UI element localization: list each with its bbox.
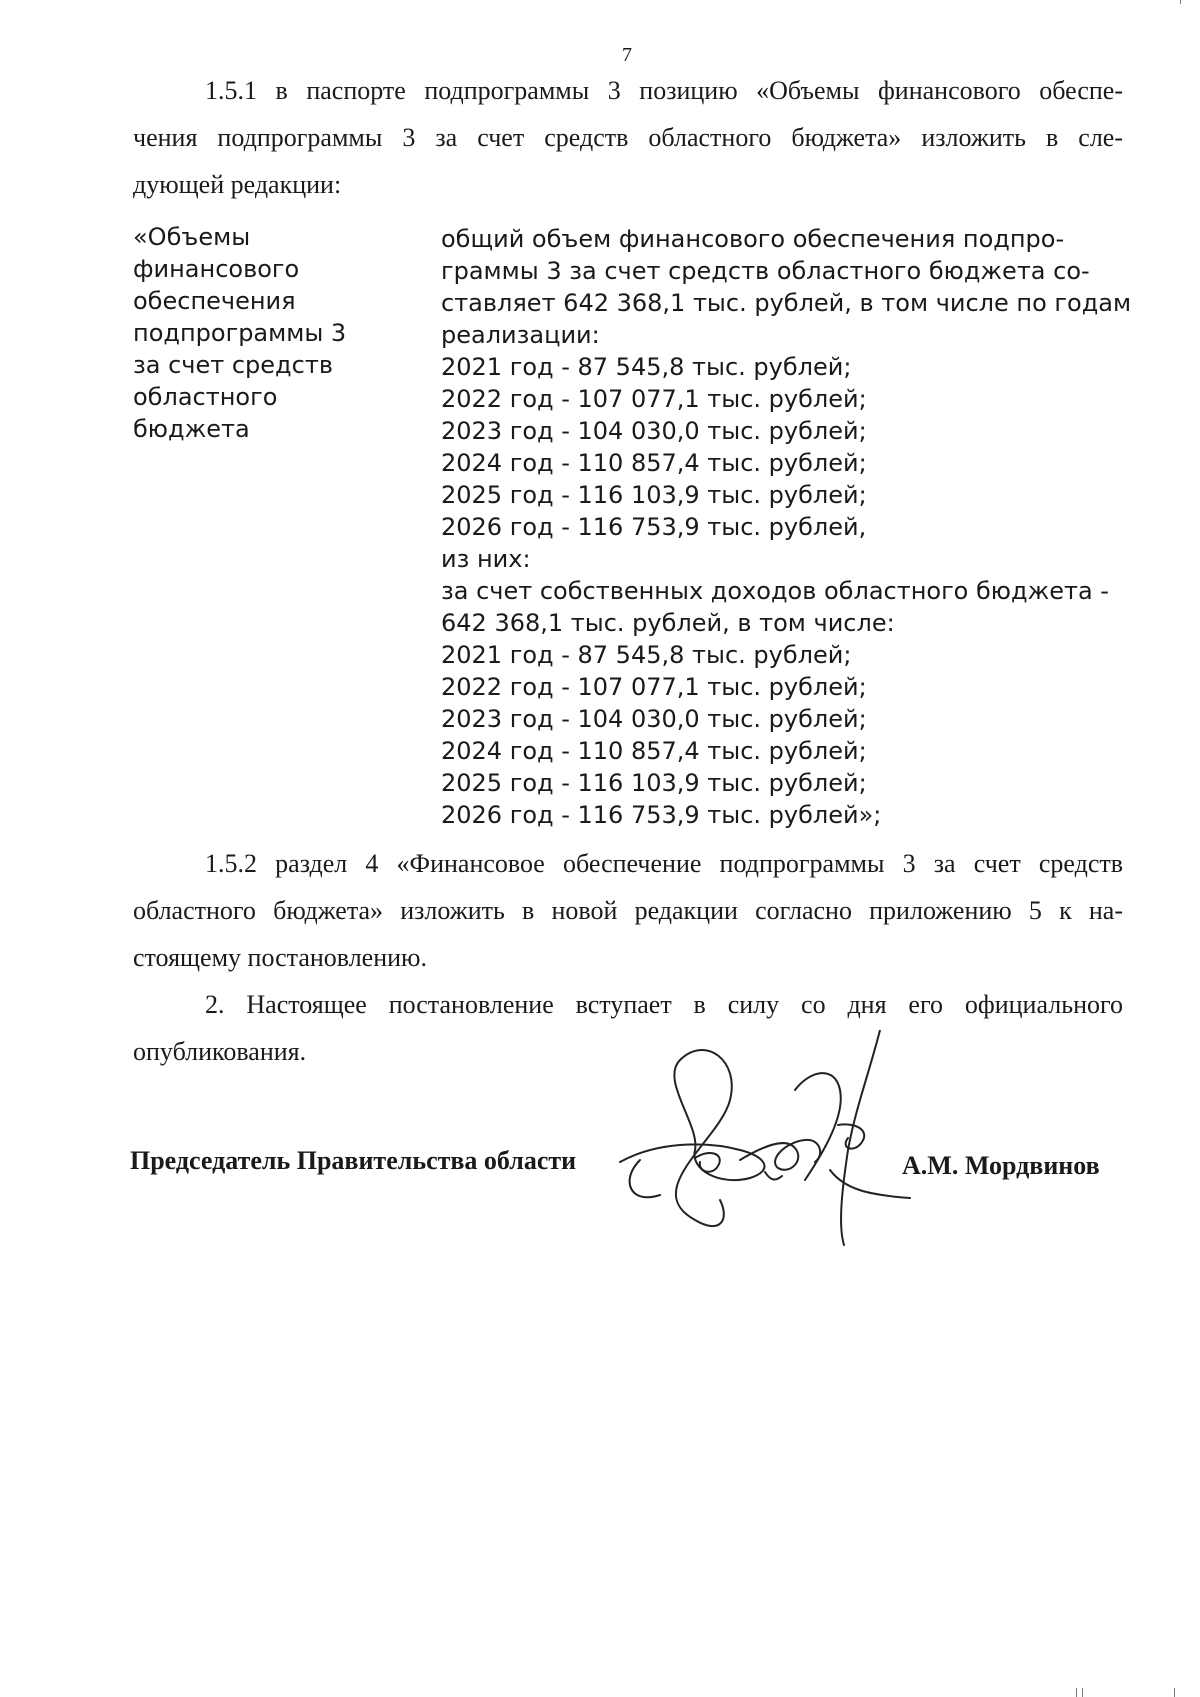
label-line: подпрограммы 3 (133, 319, 347, 347)
page-number: 7 (622, 44, 632, 66)
label-line: обеспечения (133, 287, 296, 315)
value-line: 2026 год - 116 753,9 тыс. рублей»; (441, 801, 882, 829)
value-line: 2023 год - 104 030,0 тыс. рублей; (441, 417, 867, 445)
value-line: 2025 год - 116 103,9 тыс. рублей; (441, 481, 867, 509)
value-line: 2022 год - 107 077,1 тыс. рублей; (441, 385, 867, 413)
paragraph-line: чения подпрограммы 3 за счет средств областного бюджета» изложить в сле- (133, 123, 1123, 152)
paragraph-1-5-1 (133, 67, 1123, 208)
value-line: 2024 год - 110 857,4 тыс. рублей; (441, 449, 867, 477)
paragraph-line: 2. Настоящее постановление вступает в силу со дня его официального (205, 990, 1123, 1019)
paragraph-line: 1.5.1 в паспорте подпрограммы 3 позицию «Объемы финансового обеспе- (205, 76, 1123, 105)
value-line: 2024 год - 110 857,4 тыс. рублей; (441, 737, 867, 765)
value-line: 2026 год - 116 753,9 тыс. рублей, (441, 513, 867, 541)
value-line: 2025 год - 116 103,9 тыс. рублей; (441, 769, 867, 797)
scan-edge-mark (1174, 1688, 1175, 1697)
value-line: 2022 год - 107 077,1 тыс. рублей; (441, 673, 867, 701)
scan-edge-mark (1180, 0, 1181, 4)
label-line: бюджета (133, 415, 250, 443)
label-line: за счет средств (133, 351, 333, 379)
signatory-name: А.М. Мордвинов (902, 1151, 1100, 1180)
paragraph-line: дующей редакции: (133, 170, 342, 199)
scan-edge-mark (1076, 1688, 1077, 1697)
paragraph-1-5-2 (133, 840, 1123, 981)
passport-position-value (441, 223, 1131, 831)
value-line: 2021 год - 87 545,8 тыс. рублей; (441, 641, 852, 669)
value-line: за счет собственных доходов областного бюджета - (441, 577, 1109, 605)
value-line: из них: (441, 545, 531, 573)
label-line: «Объемы (133, 223, 251, 251)
scan-edge-mark (1082, 1688, 1083, 1697)
paragraph-line: 1.5.2 раздел 4 «Финансовое обеспечение подпрограммы 3 за счет средств (205, 849, 1123, 878)
value-line: граммы 3 за счет средств областного бюджета со- (441, 257, 1090, 285)
value-line: 642 368,1 тыс. рублей, в том числе: (441, 609, 895, 637)
paragraph-line: опубликования. (133, 1037, 307, 1066)
paragraph-line: стоящему постановлению. (133, 943, 427, 972)
value-line: ставляет 642 368,1 тыс. рублей, в том числе по годам (441, 289, 1132, 317)
value-line: 2023 год - 104 030,0 тыс. рублей; (441, 705, 867, 733)
value-line: реализации: (441, 321, 600, 349)
label-line: областного (133, 383, 278, 411)
value-line: общий объем финансового обеспечения подпро- (441, 225, 1065, 253)
signatory-position: Председатель Правительства области (130, 1146, 577, 1175)
paragraph-line: областного бюджета» изложить в новой редакции согласно приложению 5 к на- (133, 896, 1123, 925)
handwritten-signature (600, 1030, 930, 1270)
value-line: 2021 год - 87 545,8 тыс. рублей; (441, 353, 852, 381)
label-line: финансового (133, 255, 300, 283)
passport-position-label (133, 221, 346, 445)
